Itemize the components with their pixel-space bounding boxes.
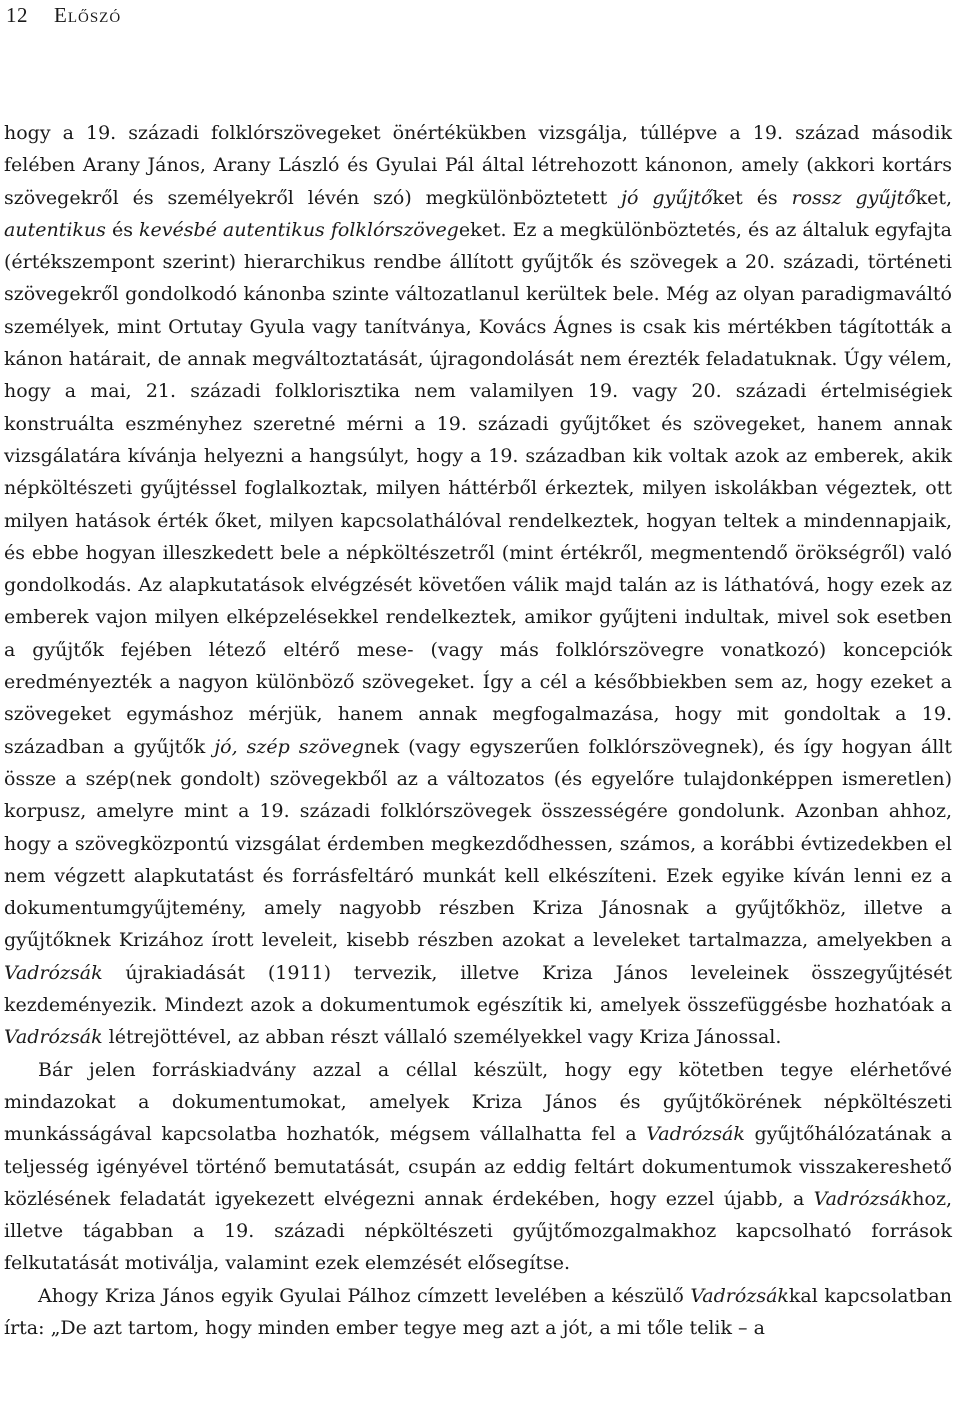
body-text [4, 117, 952, 1344]
running-head [6, 2, 121, 28]
text-run: ket és [712, 186, 792, 209]
text-run: Ahogy Kriza János egyik Gyulai Pálhoz címzett levelében a készülő [38, 1284, 691, 1307]
paragraph-2 [4, 1054, 952, 1280]
text-run: kal kapcsolatban írta: „De azt tartom, hogy minden ember tegye meg azt a jót, a mi tőle telik – a [4, 1284, 952, 1339]
text-run: nek (vagy egyszerűen folklórszövegnek), és így hogyan állt össze a szép(nek gondolt) szövegekből az a változatos (és egyelőre tulajdonképpen ismeretlen) korpusz, amelyre mint a 19. századi folklórszövegek összességére gondolunk. Azonban ahhoz, hogy a szövegközpontú vizsgálat érdemben megkezdődhessen, számos, a korábbi évtizedekben el nem végzett alapkutatást és forrásfeltáró munkát kell elkészíteni. Ezek egyike kíván lenni ez a dokumentumgyűjtemény, amely nagyobb részben Kriza Jánosnak a gyűjtőkhöz, illetve a gyűjtőknek Krizához írott leveleit, kisebb részben azokat a leveleket tartalmazza, amelyekben a [4, 735, 952, 952]
text-run: hogy a 19. századi folklórszövegeket önértékükben vizsgálja, túllépve a 19. század második felében Arany János, Arany László és Gyulai Pál által létrehozott kánonon, amely (akkori kortárs szövegekről és személyekről lévén szó) megkülönböztetett [4, 122, 952, 209]
text-run: hoz, illetve tágabban a 19. századi népköltészeti gyűjtőmozgalmakhoz kapcsolható források felkutatását motiválja, valamint ezek elemzését elősegítse. [4, 1187, 952, 1275]
italic-run: Vadrózsák [4, 1026, 103, 1049]
text-run: létrejöttével, az abban részt vállaló személyekkel vagy Kriza Jánossal. [102, 1026, 782, 1049]
text-run: ket, [915, 186, 953, 209]
italic-run: Vadrózsák [690, 1284, 789, 1307]
page-number: 12 [6, 3, 28, 27]
italic-run: Vadrózsák [813, 1187, 913, 1210]
paragraph-3 [4, 1280, 952, 1345]
section-title: Előszó [54, 3, 122, 27]
italic-run: Vadrózsák [646, 1123, 745, 1146]
text-run: gyűjtőhálózatának a teljesség igényével történő bemutatását, csupán az eddig feltárt dokumentumok visszakereshető közlésének feladatát igyekezett elvégezni annak érdekében, hogy ezzel újabb, a [4, 1123, 953, 1210]
italic-run: autentikus [4, 218, 106, 241]
text-run: Bár jelen forráskiadvány azzal a céllal készült, hogy egy kötetben tegye elérhetővé mindazokat a dokumentumokat, amelyek Kriza János és gyűjtőkörének népköltészeti munkásságával kapcsolatba hozhatók, mégsem vállalhatta fel a [4, 1058, 952, 1146]
italic-run: kevésbé autentikus folklórszöveg [138, 218, 459, 241]
text-run: eket. Ez a megkülönböztetés, és az általuk egyfajta (értékszempont szerint) hierarchikus rendbe állított gyűjtők és szövegek a 20. századi, történeti szövegekről gondolkodó kánonba szinte változatlanul kerültek bele. Még az olyan paradigmaváltó személyek, mint Ortutay Gyula vagy tanítványa, Kovács Ágnes is csak kis mértékben tágították a kánon határait, de annak megváltoztatását, újragondolását nem érezték feladatuknak. Úgy vélem, hogy a mai, 21. századi folklorisztika nem valamilyen 19. vagy 20. századi értelmiségiek konstruálta eszményhez szeretné mérni a 19. századi gyűjtőket és szövegeket, hanem annak vizsgálatára kívánja helyezni a hangsúlyt, hogy a 19. században kik voltak azok az emberek, akik népköltészeti gyűjtéssel foglalkoztak, milyen háttérből érkeztek, milyen iskolákban végeztek, ott milyen hatások érték őket, milyen kapcsolathálóval rendelkeztek, hogyan teltek a mindennapjaik, és ebbe hogyan illeszkedett bele a népköltészetről (mint értékről, megmentendő örökségről) való gondolkodás. Az alapkutatások elvégzését követően válik majd talán az is láthatóvá, hogy ezek az emberek vajon milyen elképzelésekkel rendelkeztek, amikor gyűjteni indultak, mivel sok esetben a gyűjtők fejében létező eltérő mese- (vagy más folklórszövegre vonatkozó) koncepciók eredményezték a nagyon különböző szövegeket. Így a cél a későbbiekben sem az, hogy ezeket a szövegeket egymáshoz mérjük, hanem annak megfogalmazása, hogy mit gondoltak a 19. században a gyűjtők [4, 218, 952, 758]
text-run: és [105, 218, 139, 241]
paragraph-1 [4, 117, 952, 1054]
italic-run: jó gyűjtő [621, 186, 713, 209]
italic-run: rossz gyűjtő [791, 186, 916, 209]
italic-run: jó, szép szöveg [214, 735, 365, 758]
text-run: újrakiadását (1911) tervezik, illetve Kriza János leveleinek összegyűjtését kezdeményezik. Mindezt azok a dokumentumok egészítik ki, amelyek összefüggésbe hozhatóak a [4, 961, 952, 1017]
italic-run: Vadrózsák [4, 961, 103, 984]
